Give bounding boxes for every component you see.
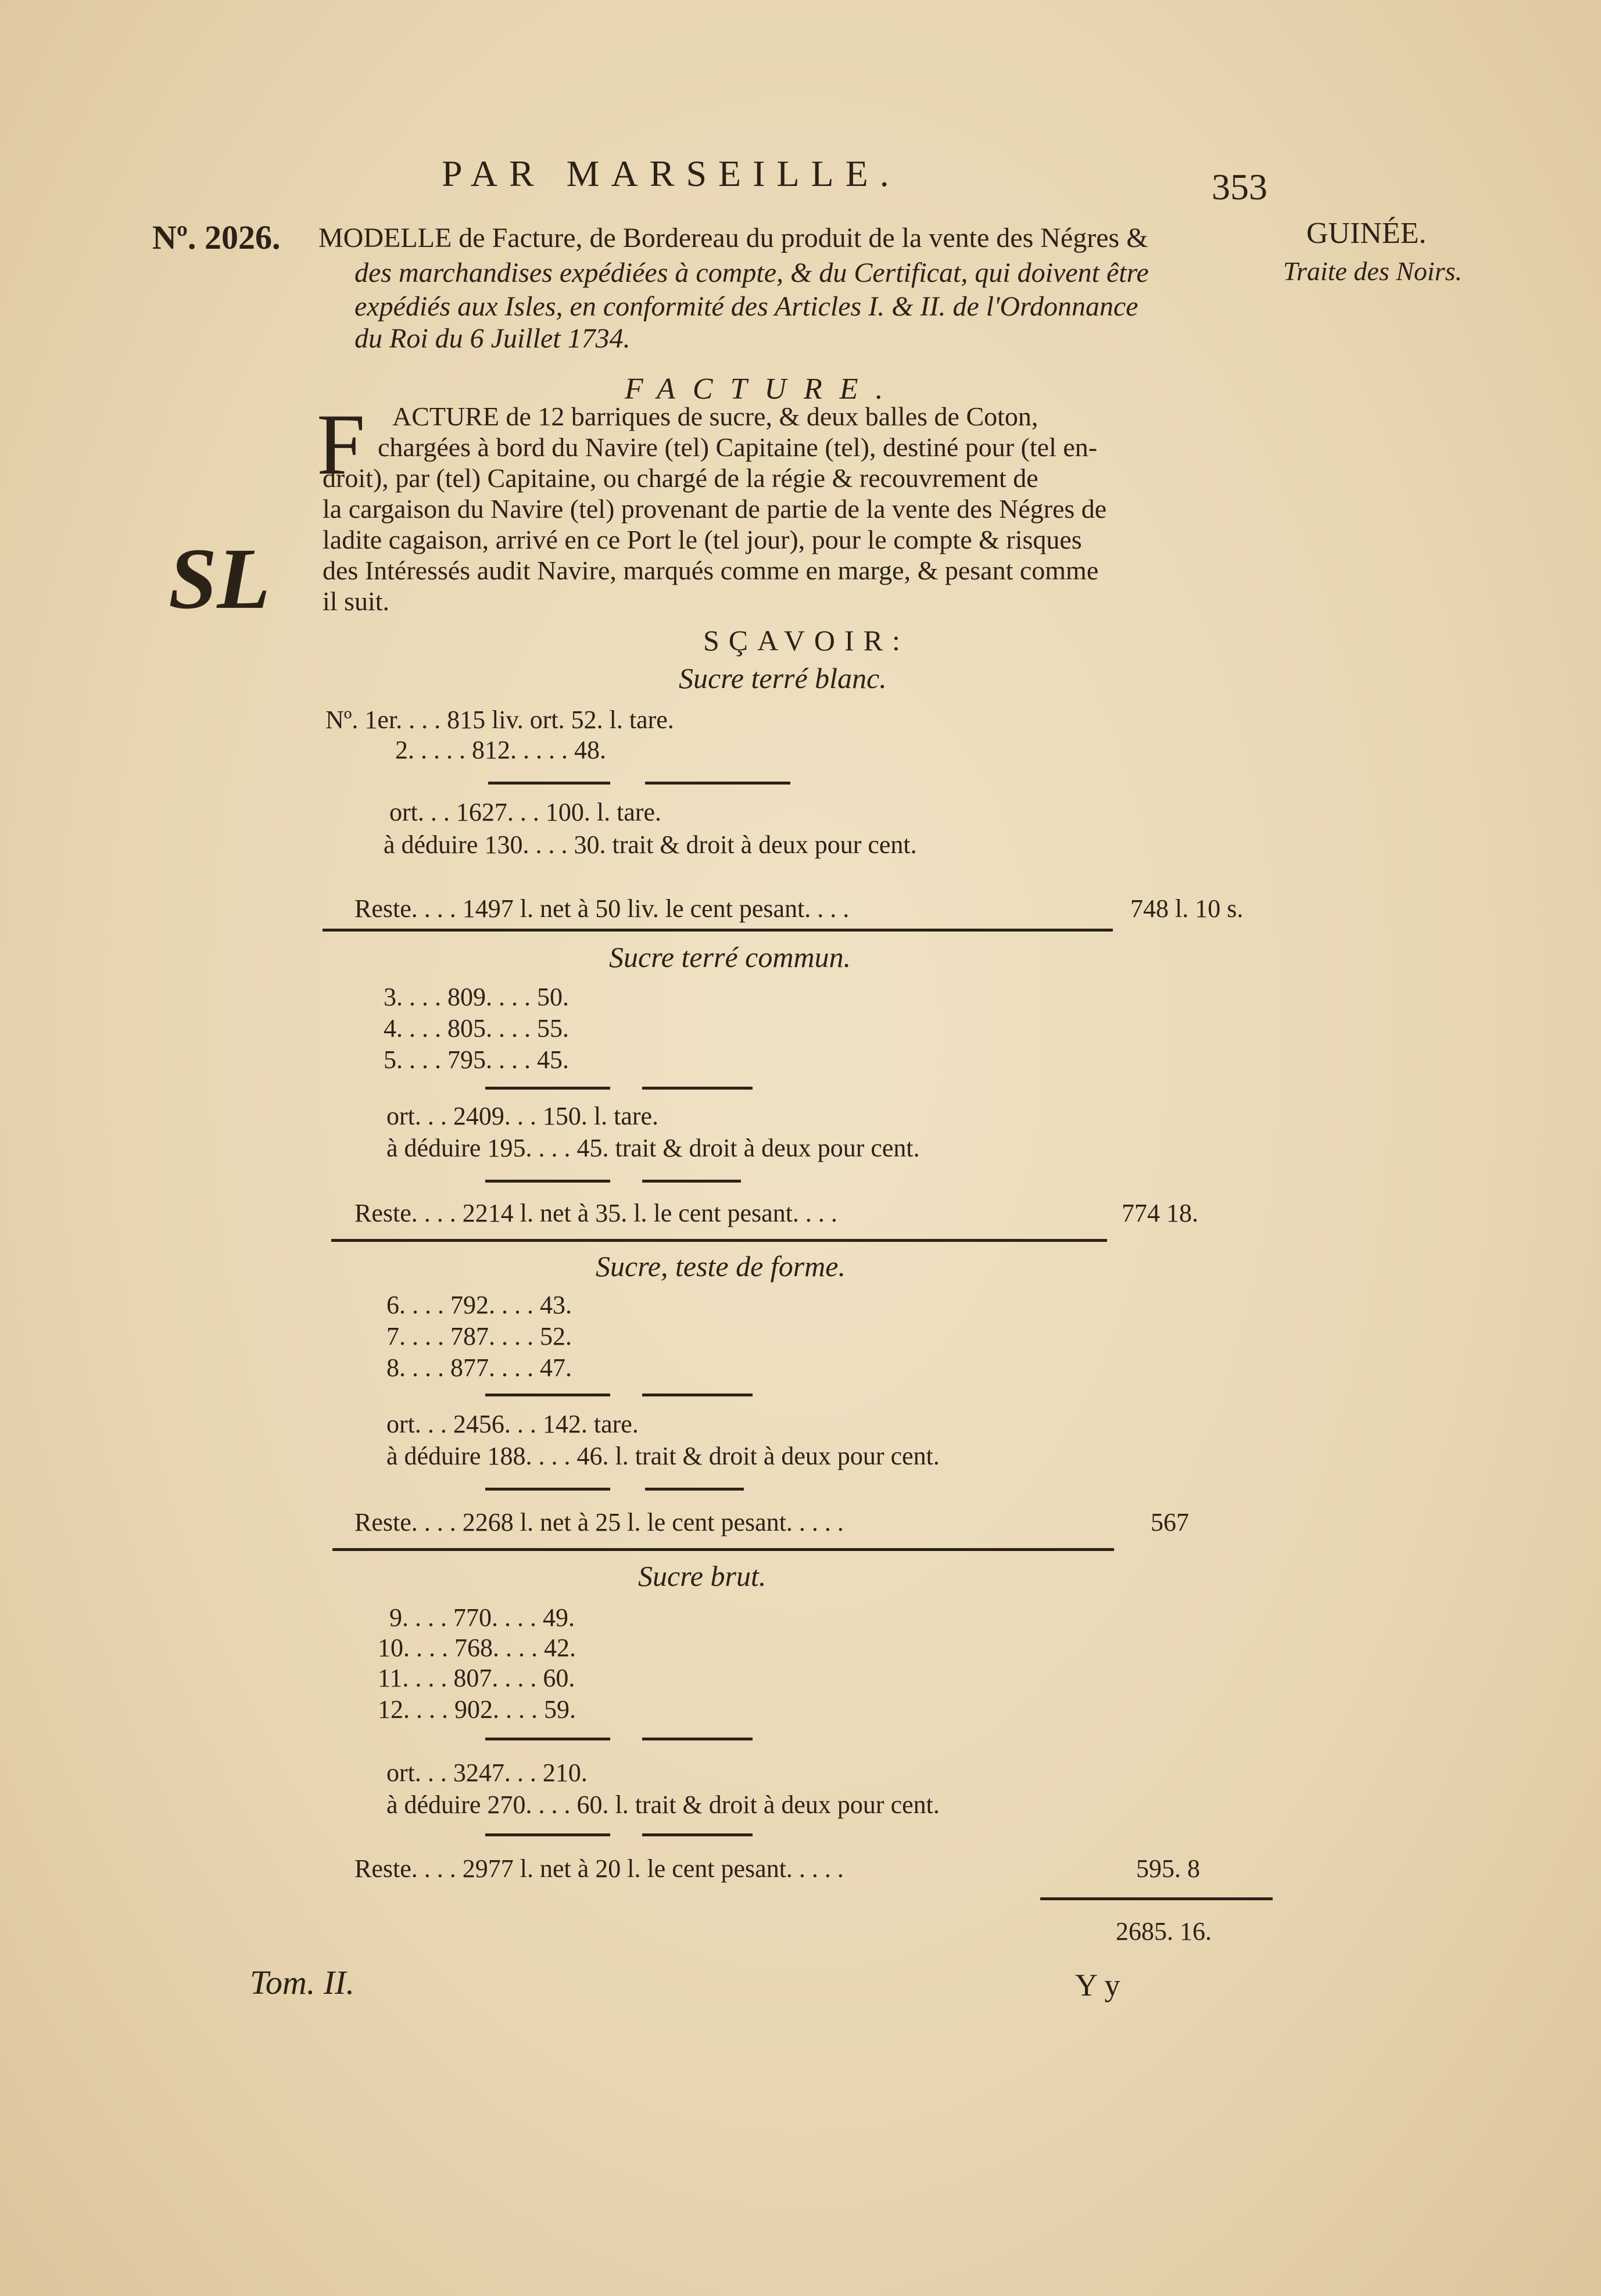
model-number: Nº. 2026. bbox=[152, 219, 281, 256]
subtotal-rule bbox=[485, 1180, 610, 1183]
section-3-reste: Reste. . . . 2268 l. net à 25 l. le cent pesant. . . . . bbox=[354, 1508, 844, 1536]
section-rule bbox=[332, 1548, 1114, 1551]
section-2-deduction: à déduire 195. . . . 45. trait & droit à deux pour cent. bbox=[386, 1134, 920, 1162]
subtotal-rule bbox=[642, 1087, 753, 1090]
facture-heading: FACTURE. bbox=[625, 372, 901, 406]
facture-line-2: chargées à bord du Navire (tel) Capitaine (tel), destiné pour (tel en- bbox=[378, 432, 1098, 462]
section-2-subtotal: ort. . . 2409. . . 150. l. tare. bbox=[386, 1102, 659, 1130]
section-rule bbox=[323, 929, 1113, 932]
subtotal-rule bbox=[485, 1488, 610, 1491]
section-4-row-2: 10. . . . 768. . . . 42. bbox=[378, 1634, 576, 1662]
subtotal-rule bbox=[485, 1738, 610, 1740]
subtotal-rule bbox=[645, 782, 790, 785]
model-line-2: des marchandises expédiées à compte, & du Certificat, qui doivent être bbox=[354, 257, 1149, 288]
subtotal-rule bbox=[488, 782, 610, 785]
facture-line-5: ladite cagaison, arrivé en ce Port le (tel jour), pour le compte & risques bbox=[323, 525, 1082, 554]
subtotal-rule bbox=[642, 1833, 753, 1836]
subtotal-rule bbox=[485, 1394, 610, 1396]
section-3-row-1: 6. . . . 792. . . . 43. bbox=[386, 1291, 572, 1319]
volume-label: Tom. II. bbox=[250, 1964, 354, 2001]
facture-line-7: il suit. bbox=[323, 586, 390, 616]
facture-line-3: droit), par (tel) Capitaine, ou chargé de la régie & recouvrement de bbox=[323, 463, 1038, 493]
margin-mark: SL bbox=[169, 531, 271, 627]
section-1-row-2: 2. . . . . 812. . . . . 48. bbox=[395, 736, 606, 764]
section-2-reste: Reste. . . . 2214 l. net à 35. l. le cent pesant. . . . bbox=[354, 1199, 837, 1227]
grand-total: 2685. 16. bbox=[1116, 1917, 1212, 1946]
section-3-title: Sucre, teste de forme. bbox=[596, 1250, 846, 1283]
section-1-subtotal: ort. . . 1627. . . 100. l. tare. bbox=[389, 798, 662, 826]
section-3-amount: 567 bbox=[1151, 1508, 1189, 1536]
drop-cap: F bbox=[317, 396, 366, 493]
running-title: PAR MARSEILLE. bbox=[442, 153, 901, 194]
facture-line-1: ACTURE de 12 barriques de sucre, & deux balles de Coton, bbox=[392, 402, 1038, 431]
sidenote-subtitle: Traite des Noirs. bbox=[1283, 256, 1463, 286]
section-4-title: Sucre brut. bbox=[638, 1560, 767, 1592]
section-4-row-1: 9. . . . 770. . . . 49. bbox=[389, 1603, 575, 1632]
section-1-deduction: à déduire 130. . . . 30. trait & droit à deux pour cent. bbox=[384, 830, 917, 859]
subtotal-rule bbox=[485, 1087, 610, 1090]
page-number: 353 bbox=[1212, 166, 1267, 207]
section-1-reste: Reste. . . . 1497 l. net à 50 liv. le cent pesant. . . . bbox=[354, 894, 850, 923]
section-3-subtotal: ort. . . 2456. . . 142. tare. bbox=[386, 1410, 639, 1438]
section-3-deduction: à déduire 188. . . . 46. l. trait & droit à deux pour cent. bbox=[386, 1442, 940, 1470]
signature-mark: Y y bbox=[1075, 1968, 1120, 2003]
sidenote-title: GUINÉE. bbox=[1306, 217, 1427, 250]
model-line-1: MODELLE de Facture, de Bordereau du produit de la vente des Négres & bbox=[318, 223, 1148, 253]
subtotal-rule bbox=[642, 1738, 753, 1740]
section-2-amount: 774 18. bbox=[1122, 1199, 1198, 1227]
section-4-subtotal: ort. . . 3247. . . 210. bbox=[386, 1758, 588, 1787]
total-rule bbox=[1040, 1897, 1273, 1900]
subtotal-rule bbox=[645, 1488, 744, 1491]
section-2-row-3: 5. . . . 795. . . . 45. bbox=[384, 1045, 569, 1074]
facture-line-6: des Intéressés audit Navire, marqués comme en marge, & pesant comme bbox=[323, 556, 1099, 585]
section-4-row-3: 11. . . . 807. . . . 60. bbox=[378, 1664, 575, 1692]
model-line-3: expédiés aux Isles, en conformité des Articles I. & II. de l'Ordonnance bbox=[354, 291, 1138, 322]
section-3-row-2: 7. . . . 787. . . . 52. bbox=[386, 1322, 572, 1351]
section-3-row-3: 8. . . . 877. . . . 47. bbox=[386, 1353, 572, 1382]
scavoir-heading: SÇAVOIR: bbox=[703, 624, 909, 657]
section-4-deduction: à déduire 270. . . . 60. l. trait & droit à deux pour cent. bbox=[386, 1790, 940, 1819]
subtotal-rule bbox=[642, 1394, 753, 1396]
section-1-title: Sucre terré blanc. bbox=[679, 662, 887, 694]
section-1-amount: 748 l. 10 s. bbox=[1130, 894, 1244, 923]
section-4-reste: Reste. . . . 2977 l. net à 20 l. le cent pesant. . . . . bbox=[354, 1854, 844, 1883]
section-2-title: Sucre terré commun. bbox=[609, 941, 851, 973]
section-4-row-4: 12. . . . 902. . . . 59. bbox=[378, 1695, 576, 1724]
section-2-row-2: 4. . . . 805. . . . 55. bbox=[384, 1014, 569, 1043]
subtotal-rule bbox=[485, 1833, 610, 1836]
section-2-row-1: 3. . . . 809. . . . 50. bbox=[384, 983, 569, 1011]
section-4-amount: 595. 8 bbox=[1136, 1854, 1200, 1883]
section-1-row-1: Nº. 1er. . . . 815 liv. ort. 52. l. tare. bbox=[325, 705, 674, 734]
section-rule bbox=[331, 1239, 1107, 1242]
subtotal-rule bbox=[642, 1180, 741, 1183]
model-line-4: du Roi du 6 Juillet 1734. bbox=[354, 323, 631, 354]
facture-line-4: la cargaison du Navire (tel) provenant de partie de la vente des Négres de bbox=[323, 494, 1107, 524]
